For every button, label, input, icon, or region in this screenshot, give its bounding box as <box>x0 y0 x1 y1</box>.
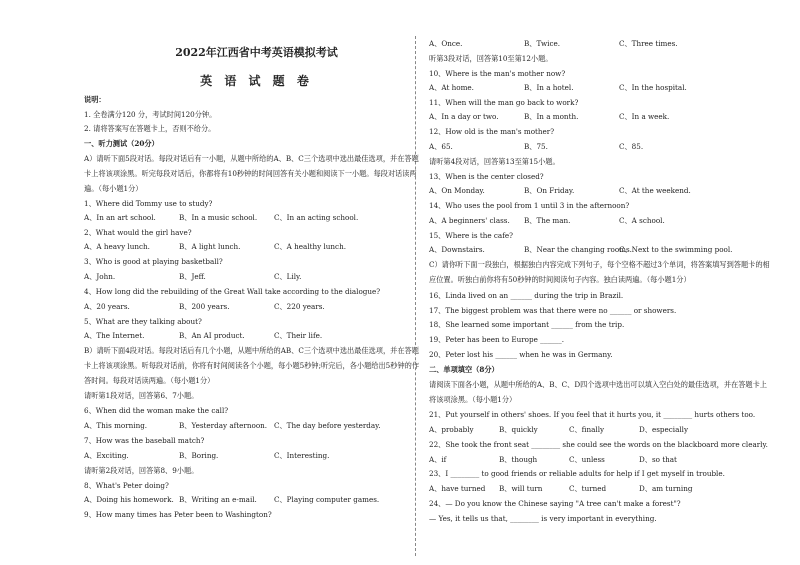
question-8: 8、What's Peter doing? <box>84 481 169 490</box>
question-4: 4、How long did the rebuilding of the Great Wall take according to the dialogue? <box>84 287 381 296</box>
option-b: B、75. <box>524 142 548 151</box>
option-a: A、In an art school. <box>84 213 156 222</box>
option-c: C、The day before yesterday. <box>274 421 381 430</box>
option-b: B、A light lunch. <box>179 242 241 251</box>
exam-title: 2022年江西省中考英语模拟考试 <box>175 46 338 59</box>
option-c: C、A school. <box>619 216 665 225</box>
option-b: B、will turn <box>499 484 543 493</box>
question-3: 3、Who is good at playing basketball? <box>84 257 223 266</box>
partB-dialogue-3-intro: 听第3段对话，回答第10至第12小题。 <box>429 54 553 63</box>
question-15: 15、Where is the cafe? <box>429 231 513 240</box>
question-12: 12、How old is the man's mother? <box>429 127 555 136</box>
question-19: 19、Peter has been to Europe ______. <box>429 335 564 344</box>
question-11: 11、When will the man go back to work? <box>429 98 579 107</box>
note-1: 1. 全卷满分120 分，考试时间120分钟。 <box>84 110 217 119</box>
option-a: A、John. <box>84 272 116 281</box>
question-18: 18、She learned some important ______ from the trip. <box>429 320 625 329</box>
option-b: B、though <box>499 455 538 464</box>
question-17: 17、The biggest problem was that there were no ______ or showers. <box>429 306 677 315</box>
option-b: B、200 years. <box>179 302 230 311</box>
question-23: 23、I ________ to good friends or reliable adults for help if I get myself in trouble. <box>429 469 725 478</box>
right-column <box>429 0 774 565</box>
option-a: A、This morning. <box>84 421 148 430</box>
option-b: B、The man. <box>524 216 571 225</box>
option-c: C、At the weekend. <box>619 186 691 195</box>
option-c: C、Next to the swimming pool. <box>619 245 733 254</box>
option-c: C、In a week. <box>619 112 670 121</box>
option-b: B、Near the changing rooms. <box>524 245 632 254</box>
option-a: A、On Monday. <box>429 186 485 195</box>
option-b: B、On Friday. <box>524 186 575 195</box>
option-a: A、have turned <box>429 484 486 493</box>
question-10: 10、Where is the man's mother now? <box>429 69 566 78</box>
partA-line-3: 遍。（每小题1分） <box>84 184 143 193</box>
partA-line-2: 卡上将该项涂黑。听完每段对话后，你都将有10秒钟的时间回答有关小题和阅读下一小题。每段对话读两 <box>84 169 417 178</box>
section2-line-1: 请阅读下面各小题，从题中所给的A、B、C、D四个选项中选出可以填入空白处的最佳选项，并在答题卡上 <box>429 380 767 389</box>
option-b: B、Boring. <box>179 451 219 460</box>
section2-line-2: 将该项涂黑。（每小题1分） <box>429 395 517 404</box>
option-c: C、Three times. <box>619 39 678 48</box>
section1-heading: 一、听力测试（20分） <box>84 139 159 148</box>
option-c: C、unless <box>569 455 605 464</box>
option-b: B、In a hotel. <box>524 83 574 92</box>
option-d: D、so that <box>639 455 677 464</box>
option-c: C、turned <box>569 484 607 493</box>
partA-line-1: A）请听下面5段对话。每段对话后有一小题，从题中所给的A、B、C三个选项中选出最佳选项，并在答题 <box>84 154 419 163</box>
note-2: 2. 请将答案写在答题卡上，否则不给分。 <box>84 124 216 133</box>
option-a: A、Exciting. <box>84 451 129 460</box>
option-b: B、Writing an e-mail. <box>179 495 257 504</box>
section2-heading: 二、单项填空（8分） <box>429 365 499 374</box>
partB-dialogue-4-intro: 请听第4段对话，回答第13至第15小题。 <box>429 157 560 166</box>
question-20: 20、Peter lost his ______ when he was in Germany. <box>429 350 613 359</box>
option-a: A、Once. <box>429 39 463 48</box>
option-b: B、Yesterday afternoon. <box>179 421 268 430</box>
option-a: A、At home. <box>429 83 474 92</box>
question-14: 14、Who uses the pool from 1 until 3 in the afternoon? <box>429 201 630 210</box>
option-c: C、A healthy lunch. <box>274 242 346 251</box>
option-b: B、Twice. <box>524 39 561 48</box>
option-c: C、Their life. <box>274 331 323 340</box>
option-c: C、finally <box>569 425 605 434</box>
option-b: B、quickly <box>499 425 538 434</box>
option-c: C、Interesting. <box>274 451 330 460</box>
question-22: 22、She took the front seat ________ she could see the words on the blackboard more clearly. <box>429 440 768 449</box>
partC-line-2: 应位置。听独白前你将有50秒钟的时间阅读句子内容。独白读两遍。（每小题1分） <box>429 275 691 284</box>
question-16: 16、Linda lived on an ______ during the trip in Brazil. <box>429 291 624 300</box>
option-a: A、The Internet. <box>84 331 145 340</box>
question-5: 5、What are they talking about? <box>84 317 202 326</box>
option-a: A、Downstairs. <box>429 245 485 254</box>
option-b: B、In a music school. <box>179 213 258 222</box>
option-c: C、In an acting school. <box>274 213 359 222</box>
question-2: 2、What would the girl have? <box>84 228 192 237</box>
column-divider <box>415 36 416 556</box>
option-c: C、220 years. <box>274 302 325 311</box>
question-7: 7、How was the baseball match? <box>84 436 205 445</box>
question-1: 1、Where did Tommy use to study? <box>84 199 213 208</box>
option-a: A、A beginners' class. <box>429 216 510 225</box>
exam-subtitle: 英 语 试 题 卷 <box>200 74 313 88</box>
partB-line-3: 答时间。每段对话读两遍。（每小题1分） <box>84 376 215 385</box>
question-21: 21、Put yourself in others' shoes. If you feel that it hurts you, it ________ hurts others too. <box>429 410 756 419</box>
option-a: A、A heavy lunch. <box>84 242 150 251</box>
option-a: A、In a day or two. <box>429 112 499 121</box>
option-a: A、if <box>429 455 447 464</box>
partB-dialogue-2-intro: 请听第2段对话，回答第8、9小题。 <box>84 466 199 475</box>
question-24-line-2: — Yes, it tells us that, ________ is very important in everything. <box>429 514 657 523</box>
option-b: B、In a month. <box>524 112 579 121</box>
notes-label: 说明： <box>84 95 106 104</box>
partB-line-2: 卡上将该项涂黑。听每段对话前，你将有时间阅读各个小题，每小题5秒钟;听完后，各小题给出5秒钟的作 <box>84 361 420 370</box>
partC-line-1: C）请你听下面一段独白，根据独白内容完成下列句子，每个空格不超过3个单词，将答案填写到答题卡的相 <box>429 260 770 269</box>
option-c: C、Lily. <box>274 272 302 281</box>
option-b: B、Jeff. <box>179 272 206 281</box>
option-a: A、20 years. <box>84 302 130 311</box>
question-24-line-1: 24、— Do you know the Chinese saying "A tree can't make a forest"? <box>429 499 681 508</box>
option-a: A、65. <box>429 142 453 151</box>
left-column <box>84 0 429 565</box>
option-c: C、Playing computer games. <box>274 495 380 504</box>
option-b: B、An AI product. <box>179 331 245 340</box>
option-c: C、85. <box>619 142 644 151</box>
question-13: 13、When is the center closed? <box>429 172 544 181</box>
question-6: 6、When did the woman make the call? <box>84 406 229 415</box>
question-9: 9、How many times has Peter been to Washington? <box>84 510 272 519</box>
partB-dialogue-1-intro: 请听第1段对话，回答第6、7小题。 <box>84 391 199 400</box>
option-a: A、probably <box>429 425 474 434</box>
option-d: D、am turning <box>639 484 693 493</box>
option-c: C、In the hospital. <box>619 83 687 92</box>
option-d: D、especially <box>639 425 689 434</box>
partB-line-1: B）请听下面4段对话。每段对话后有几个小题，从题中所给的AB、C三个选项中选出最佳选项，并在答题 <box>84 346 419 355</box>
option-a: A、Doing his homework. <box>84 495 174 504</box>
